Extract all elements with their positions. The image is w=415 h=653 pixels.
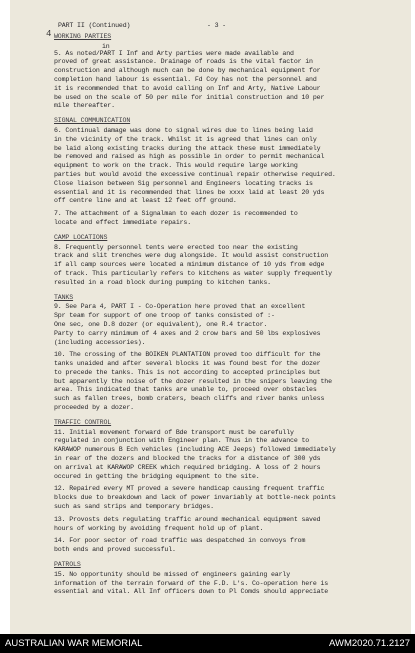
section-heading: WORKING PARTIES bbox=[54, 32, 112, 40]
document-body bbox=[54, 33, 406, 601]
page-number: - 3 - bbox=[206, 22, 226, 29]
text-line: locate and effect immediate repairs. bbox=[54, 218, 192, 226]
archive-footer bbox=[0, 634, 415, 653]
text-line: One sec, one D.8 dozer (or equivalent), one R.4 tractor. bbox=[54, 320, 268, 328]
text-line: such as sand strips and temporary bridges. bbox=[54, 503, 214, 511]
text-line: 14. For poor sector of road traffic was despatched in convoys from bbox=[54, 537, 306, 545]
text-line: 7. The attachment of a Signalman to each dozer is recommended to bbox=[54, 210, 298, 218]
text-line: 5. As noted/PART I Inf and Arty parties were made available and bbox=[54, 49, 294, 57]
text-line: be removed and raised as high as possible in order to permit mechanical bbox=[54, 153, 325, 161]
section-heading: SIGNAL COMMUNICATION bbox=[54, 117, 131, 125]
footer-reference: AWM2020.71.2127 bbox=[329, 638, 410, 649]
document-sheet bbox=[10, 0, 411, 634]
text-line: essential and it is recommended that lines be xxxx laid at least 20 yds bbox=[54, 188, 325, 196]
text-line: to precede the tanks. This is not according to accepted principles but bbox=[54, 368, 321, 376]
text-line: 8. Frequently personnel tents were erected too near the existing bbox=[54, 243, 298, 251]
text-line: proceeded by a dozer. bbox=[54, 404, 134, 412]
text-line: tanks unaided and after several blocks it was found best for the dozer bbox=[54, 360, 321, 368]
document-page bbox=[46, 22, 406, 601]
text-line: in the vicinity of the track. Whilst it is agreed that lines can only bbox=[54, 135, 317, 143]
text-line: hours of working by avoiding frequent hold up of plant. bbox=[54, 524, 264, 532]
paragraph bbox=[54, 537, 406, 555]
paragraph bbox=[54, 244, 406, 288]
text-line: construction and although much can be done by mechanical equipment for bbox=[54, 67, 321, 75]
text-line: 6. Continual damage was done to signal wires due to lines being laid bbox=[54, 126, 313, 134]
paragraph bbox=[54, 50, 406, 112]
paragraph bbox=[54, 571, 406, 597]
paragraph bbox=[54, 303, 406, 347]
text-line: blocks due to breakdown and lack of power invariably at bottle-neck points bbox=[54, 494, 336, 502]
text-line: of track. This particularly refers to kitchens as water supply frequently bbox=[54, 269, 332, 277]
part-title: PART II (Continued) bbox=[58, 22, 131, 29]
footer-institution: AUSTRALIAN WAR MEMORIAL bbox=[5, 638, 143, 649]
text-line: Close liaison between Sig personnel and Engineers locating tracks is bbox=[54, 179, 313, 187]
text-line: mile thereafter. bbox=[54, 102, 115, 110]
text-line: resulted in a road block during pumping to kitchen tanks. bbox=[54, 278, 271, 286]
text-line: proved of great assistance. Drainage of roads is the vital factor in bbox=[54, 58, 313, 66]
text-line: be used on the scale of 50 per mile for initial construction and 10 per bbox=[54, 93, 325, 101]
text-line: 10. The crossing of the BOIKEN PLANTATION proved too difficult for the bbox=[54, 351, 321, 359]
text-line: track and slit trenches were dug alongside. It would assist construction bbox=[54, 252, 329, 260]
text-line: be laid along existing tracks during the attack these must immediately bbox=[54, 144, 321, 152]
text-line: it is recommended that to avoid calling on Inf and Arty, Native Labour bbox=[54, 84, 321, 92]
section-heading: TRAFFIC CONTROL bbox=[54, 418, 112, 426]
paragraph bbox=[54, 351, 406, 413]
text-line: area. This indicated that tanks are unable to, proceed over obstacles bbox=[54, 386, 317, 394]
text-line: on arrival at KARAWOP CREEK which required bridging. A loss of 2 hours bbox=[54, 463, 321, 471]
text-line: Party to carry minimum of 4 axes and 2 crow bars and 50 lbs explosives bbox=[54, 329, 321, 337]
text-line: Spr team for support of one troop of tanks consisted of :- bbox=[54, 312, 275, 320]
text-line: completion hand labour is essential. Fd Coy has not the personnel and bbox=[54, 75, 317, 83]
text-line: occured in getting the bridging equipment to the site. bbox=[54, 472, 260, 480]
section-heading: CAMP LOCATIONS bbox=[54, 233, 108, 241]
text-line: off centre line and at least 12 feet off ground. bbox=[54, 197, 237, 205]
text-line: but apparently the noise of the dozer resulted in the snipers leaving the bbox=[54, 377, 332, 385]
paragraph bbox=[54, 210, 406, 228]
text-line: both ends and proved successful. bbox=[54, 546, 176, 554]
text-line: 9. See Para 4, PART I - Co-Operation here proved that an excellent bbox=[54, 303, 306, 311]
paragraph bbox=[54, 485, 406, 511]
text-line: (including accessories). bbox=[54, 338, 146, 346]
text-line: parties but would avoid the excessive continual repair otherwise required. bbox=[54, 170, 336, 178]
text-line: 13. Provosts dets regulating traffic around mechanical equipment saved bbox=[54, 515, 321, 523]
text-line: 11. Initial movement forward of Bde transport must be carefully bbox=[54, 428, 294, 436]
paragraph bbox=[54, 429, 406, 482]
text-line: 12. Repaired every MT proved a severe handicap causing frequent traffic bbox=[54, 485, 325, 493]
paragraph bbox=[54, 127, 406, 206]
handwritten-insert: in bbox=[102, 42, 110, 50]
paragraph bbox=[54, 516, 406, 534]
section-heading: PATROLS bbox=[54, 561, 81, 569]
text-line: in rear of the dozers and blocked the tracks for a distance of 300 yds bbox=[54, 455, 321, 463]
text-line: equipment to work on the track. This would require large working bbox=[54, 162, 298, 170]
text-line: essential and vital. All Inf officers down to Pl Comds should appreciate bbox=[54, 588, 329, 596]
text-line: 15. No opportunity should be missed of engineers gaining early bbox=[54, 570, 291, 578]
text-line: regulated in conjunction with Engineer plan. Thus in the advance to bbox=[54, 437, 310, 445]
pencil-mark: 4 bbox=[46, 29, 52, 39]
text-line: if all camp sources were located a minimum distance of 10 yds from edge bbox=[54, 261, 325, 269]
section-heading: TANKS bbox=[54, 293, 74, 301]
text-line: such as fallen trees, bomb craters, beach cliffs and river banks unless bbox=[54, 395, 325, 403]
text-line: KARAWOP numerous B Ech vehicles (including ACE Jeeps) followed immediately bbox=[54, 446, 336, 454]
text-line: information of the terrain forward of the F.D. L's. Co-operation here is bbox=[54, 579, 329, 587]
